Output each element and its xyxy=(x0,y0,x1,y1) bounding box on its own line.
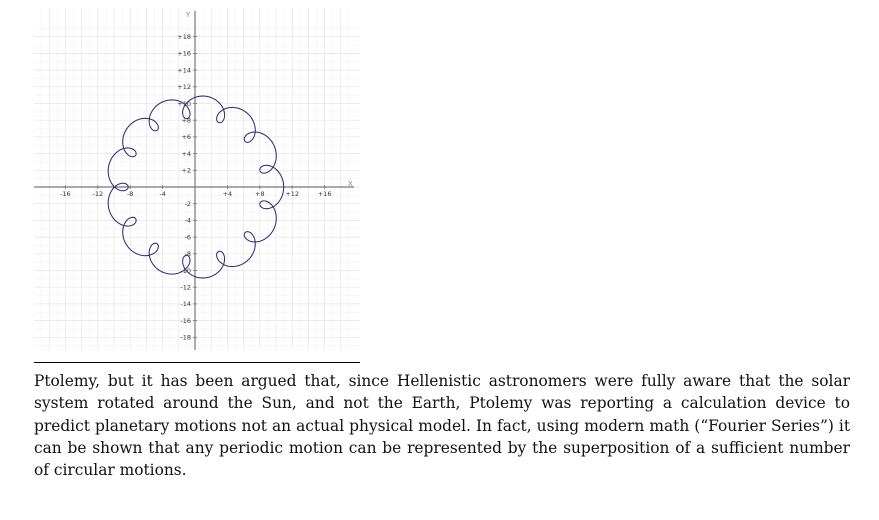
y-tick-label: -16 xyxy=(180,316,191,325)
body-paragraph: Ptolemy, but it has been argued that, since Hellenistic astronomers were fully aware that the solar system rotated around the Sun, and not the Earth, Ptolemy was reporting a calculation device to predict planetary motions not an actual physical model. In fact, using modern math (“Fourier Series”) it can be shown that any periodic motion can be represented by the superposition of a sufficient number of circular motions. xyxy=(34,372,850,480)
y-tick-label: -18 xyxy=(180,333,191,342)
y-tick-label: -2 xyxy=(184,200,191,208)
y-tick-label: +8 xyxy=(181,116,191,125)
y-tick-label: +12 xyxy=(177,83,191,92)
x-tick-label: -4 xyxy=(159,190,166,198)
x-tick-label: -8 xyxy=(126,190,134,198)
y-tick-label: +18 xyxy=(177,33,191,41)
x-tick-label: +8 xyxy=(255,190,265,198)
y-tick-label: -14 xyxy=(180,300,191,309)
y-tick-label: +10 xyxy=(177,99,191,108)
y-tick-label: -12 xyxy=(180,283,191,292)
y-tick-label: +2 xyxy=(181,166,191,175)
x-tick-label: -16 xyxy=(60,190,71,198)
x-tick-label: +12 xyxy=(285,190,300,198)
epicycle-plot xyxy=(34,8,360,350)
x-tick-label: +16 xyxy=(317,190,332,198)
x-tick-label: +4 xyxy=(222,190,233,198)
y-tick-label: +14 xyxy=(177,66,191,75)
section-divider xyxy=(34,362,360,363)
y-tick-label: -6 xyxy=(184,233,191,242)
y-tick-label: +16 xyxy=(177,49,191,58)
y-axis-label: Y xyxy=(186,11,191,19)
y-tick-label: +6 xyxy=(181,133,191,142)
y-tick-label: -8 xyxy=(184,250,191,259)
y-tick-label: -10 xyxy=(180,266,191,275)
x-axis-label: X xyxy=(348,180,353,188)
y-tick-label: -4 xyxy=(184,216,191,225)
epicycle-figure xyxy=(34,8,360,350)
y-tick-label: +4 xyxy=(181,149,191,158)
x-tick-label: -12 xyxy=(92,190,104,198)
